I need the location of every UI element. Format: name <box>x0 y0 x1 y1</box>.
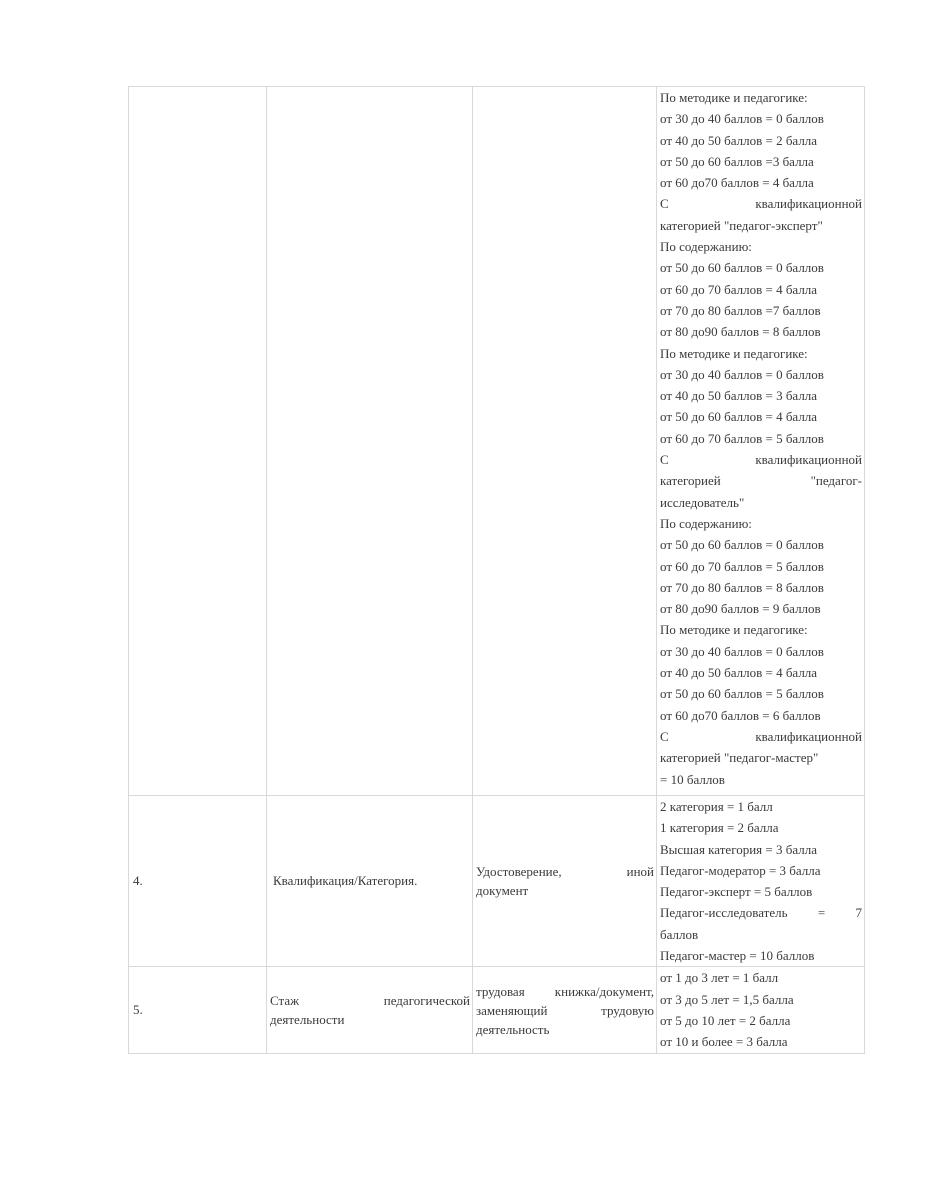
scoring-line: 2 категория = 1 балл <box>660 799 773 814</box>
scoring-line: от 50 до 60 баллов = 4 балла <box>660 409 818 425</box>
criterion-line: деятельности <box>270 1012 345 1028</box>
scoring-line: от 10 и более = 3 балла <box>660 1034 788 1050</box>
scoring-line: По методике и педагогике: <box>660 345 808 361</box>
document-text <box>473 982 656 1039</box>
scoring-line: С квалификационной <box>660 452 862 468</box>
scoring-line: от 80 до90 баллов = 8 баллов <box>660 324 821 340</box>
scoring-line: от 50 до 60 баллов =3 балла <box>660 153 814 169</box>
scoring-line: от 50 до 60 баллов = 0 баллов <box>660 537 824 553</box>
scoring-line: По методике и педагогике: <box>660 622 808 638</box>
document-line: Удостоверение, иной <box>476 864 654 880</box>
scoring-line: По содержанию: <box>660 239 752 255</box>
scoring-line: категорией "педагог- <box>660 473 862 489</box>
scoring-cell <box>657 796 865 967</box>
scoring-line: от 40 до 50 баллов = 4 балла <box>660 665 818 681</box>
scoring-line: от 40 до 50 баллов = 3 балла <box>660 388 818 404</box>
scoring-line: 1 категория = 2 балла <box>660 820 779 836</box>
scoring-list <box>657 967 864 1052</box>
scoring-line: от 50 до 60 баллов = 5 баллов <box>660 686 824 702</box>
document-text <box>473 862 656 900</box>
scoring-line: баллов <box>660 926 699 942</box>
criterion-text <box>267 991 472 1029</box>
scoring-line: исследователь" <box>660 494 745 510</box>
scoring-line: от 70 до 80 баллов =7 баллов <box>660 302 821 318</box>
document-line: заменяющий трудовую <box>476 1002 654 1018</box>
scoring-list <box>657 87 864 790</box>
scoring-line: от 50 до 60 баллов = 0 баллов <box>660 260 824 276</box>
scoring-cell <box>657 87 865 796</box>
table-row <box>129 87 865 796</box>
scoring-list <box>657 796 864 966</box>
criterion-text: Квалификация/Категория. <box>273 873 418 889</box>
criteria-table <box>128 86 865 1054</box>
scoring-line: категорией "педагог-мастер" <box>660 750 819 766</box>
criterion-cell <box>267 967 473 1054</box>
scoring-line: Высшая категория = 3 балла <box>660 841 817 857</box>
scoring-line: от 60 до 70 баллов = 5 баллов <box>660 430 824 446</box>
scoring-line: Педагог-эксперт = 5 баллов <box>660 884 813 900</box>
document-line: деятельность <box>476 1021 550 1037</box>
scoring-line: По содержанию: <box>660 515 752 531</box>
scoring-cell <box>657 967 865 1054</box>
scoring-line: от 30 до 40 баллов = 0 баллов <box>660 366 824 382</box>
scoring-line: Педагог-модератор = 3 балла <box>660 862 821 878</box>
document-line: трудовая книжка/документ, <box>476 983 654 999</box>
scoring-line: По методике и педагогике: <box>660 90 808 105</box>
document-line: документ <box>476 883 529 899</box>
scoring-line: от 5 до 10 лет = 2 балла <box>660 1012 791 1028</box>
scoring-line: от 3 до 5 лет = 1,5 балла <box>660 991 794 1007</box>
scoring-line: от 1 до 3 лет = 1 балл <box>660 970 779 986</box>
scoring-line: от 60 до70 баллов = 6 баллов <box>660 707 821 723</box>
scoring-line: категорией "педагог-эксперт" <box>660 217 823 233</box>
scoring-line: Педагог-исследователь = 7 <box>660 905 862 921</box>
scoring-line: от 30 до 40 баллов = 0 баллов <box>660 111 824 127</box>
document-cell <box>473 796 657 967</box>
scoring-line: от 40 до 50 баллов = 2 балла <box>660 132 818 148</box>
document-cell <box>473 967 657 1054</box>
scoring-line: от 60 до 70 баллов = 4 балла <box>660 281 818 297</box>
scoring-line: С квалификационной <box>660 728 862 744</box>
number-cell: 4. <box>129 796 267 967</box>
table-row <box>129 796 865 967</box>
scoring-line: от 70 до 80 баллов = 8 баллов <box>660 579 824 595</box>
document-cell <box>473 87 657 796</box>
criterion-cell <box>267 87 473 796</box>
criterion-line: Стаж педагогической <box>270 993 470 1009</box>
scoring-line: от 30 до 40 баллов = 0 баллов <box>660 643 824 659</box>
scoring-line: от 60 до70 баллов = 4 балла <box>660 175 814 191</box>
scoring-line: = 10 баллов <box>660 771 725 787</box>
table-row <box>129 967 865 1054</box>
number-cell: 5. <box>129 967 267 1054</box>
scoring-line: от 80 до90 баллов = 9 баллов <box>660 601 821 617</box>
number-cell <box>129 87 267 796</box>
scoring-line: от 60 до 70 баллов = 5 баллов <box>660 558 824 574</box>
criterion-cell <box>267 796 473 967</box>
scoring-line: С квалификационной <box>660 196 862 212</box>
scoring-line: Педагог-мастер = 10 баллов <box>660 948 815 964</box>
